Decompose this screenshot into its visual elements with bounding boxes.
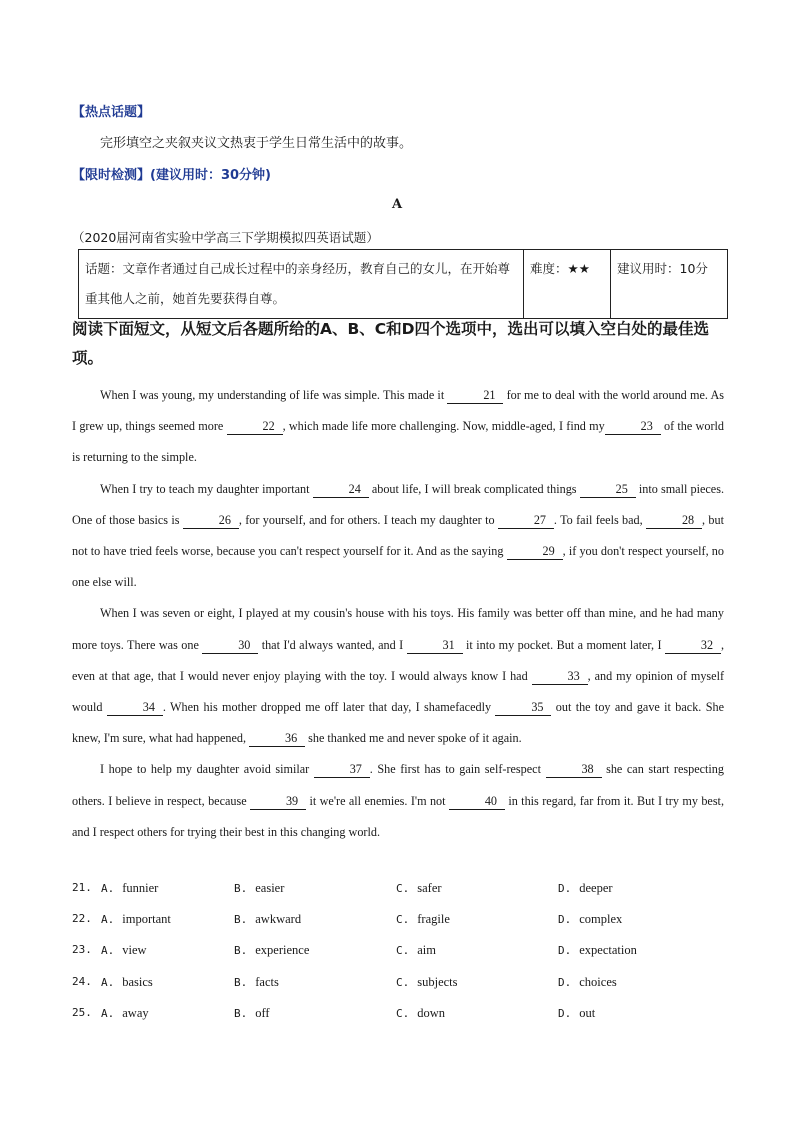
option-letter: C.: [396, 913, 410, 927]
option-text: basics: [122, 974, 153, 989]
option-d[interactable]: [558, 881, 613, 896]
passage-text: When I was seven or eight, I played at my cousin's house with his toys. His family was better off than mine, and he had many more toys. There was one: [72, 606, 724, 652]
option-letter: C.: [396, 944, 410, 958]
passage-text: into small pieces. One of those basics is: [72, 481, 724, 527]
option-letter: A.: [101, 944, 115, 958]
option-a[interactable]: [101, 881, 158, 896]
timed-test-heading: 【限时检测】(建议用时：30分钟): [72, 168, 271, 183]
blank-30: 30: [202, 637, 258, 654]
option-d[interactable]: [558, 943, 637, 958]
option-text: expectation: [579, 943, 637, 958]
option-letter: B.: [234, 913, 248, 927]
option-letter: D.: [558, 913, 572, 927]
option-b[interactable]: [234, 912, 301, 927]
info-box: [78, 249, 728, 319]
passage-text: , but not to have tried feels worse, because you can't respect yourself for it. And as the saying: [72, 512, 725, 559]
blank-26: 26: [183, 512, 239, 529]
passage-paragraph: [72, 380, 724, 474]
passage-text: , which made life more challenging. Now, middle-aged, I find my: [282, 419, 605, 434]
option-letter: B.: [234, 1006, 248, 1020]
option-c[interactable]: [396, 943, 436, 958]
option-text: awkward: [255, 912, 302, 927]
intro-text: 完形填空之夹叙夹议文热衷于学生日常生活中的故事。: [100, 136, 413, 151]
passage-text: out the toy and gave it back. She knew, I'm sure, what had happened,: [72, 700, 724, 746]
option-text: safer: [417, 881, 442, 895]
option-a[interactable]: [101, 943, 147, 958]
passage-text: , even at that age, that I would never enjoy playing with the toy. I would always know I had: [72, 637, 724, 683]
passage-text: about life, I will break complicated things: [368, 481, 580, 496]
passage-text: , if you don't respect yourself, no one else will.: [72, 544, 724, 590]
blank-32: 32: [665, 637, 721, 654]
passage-text: . She first has to gain self-respect: [369, 762, 546, 777]
option-text: view: [122, 943, 147, 958]
blank-21: 21: [447, 387, 503, 404]
passage-text: it into my pocket. But a moment later, I: [462, 637, 665, 652]
option-letter: C.: [396, 1006, 410, 1020]
blank-28: 28: [646, 512, 702, 529]
blank-36: 36: [249, 730, 305, 747]
question-number: 21.: [72, 881, 92, 894]
option-text: fragile: [417, 912, 450, 927]
option-a[interactable]: [101, 912, 171, 927]
blank-38: 38: [546, 761, 602, 778]
blank-23: 23: [605, 418, 661, 435]
blank-39: 39: [250, 793, 306, 810]
passage-text: in this regard, far from it. But I try my best, and I respect others for trying their best in this changing world.: [72, 793, 724, 839]
option-text: out: [579, 1005, 596, 1020]
passage-paragraph: [72, 598, 724, 754]
option-letter: B.: [234, 975, 248, 989]
blank-37: 37: [314, 761, 370, 778]
passage-text: it we're all enemies. I'm not: [306, 793, 449, 808]
option-letter: B.: [234, 944, 248, 958]
passage-text: , and my opinion of myself would: [72, 668, 725, 715]
option-text: off: [255, 1005, 270, 1020]
blank-40: 40: [449, 793, 505, 810]
option-d[interactable]: [558, 912, 622, 927]
source-note: （2020届河南省实验中学高三下学期模拟四英语试题）: [72, 230, 379, 245]
option-c[interactable]: [396, 912, 450, 927]
option-letter: C.: [396, 975, 410, 989]
option-a[interactable]: [101, 975, 153, 990]
option-letter: D.: [558, 1006, 572, 1020]
passage-text: . To fail feels bad,: [553, 512, 647, 527]
passage-text: of the world is returning to the simple.: [72, 419, 724, 465]
section-letter: A: [392, 197, 403, 212]
option-text: down: [417, 1005, 446, 1020]
suggested-time-cell: 建议用时：10分: [611, 250, 728, 319]
passage: [72, 380, 724, 848]
option-c[interactable]: [396, 1006, 445, 1021]
difficulty-label: 难度：: [530, 261, 568, 276]
option-letter: D.: [558, 944, 572, 958]
question-number: 23.: [72, 943, 92, 957]
option-c[interactable]: [396, 881, 442, 896]
question-number: 22.: [72, 912, 92, 926]
option-c[interactable]: [396, 975, 458, 990]
option-text: away: [122, 1005, 149, 1020]
passage-text: that I'd always wanted, and I: [258, 637, 407, 652]
passage-text: When I was young, my understanding of life was simple. This made it: [100, 388, 448, 402]
hot-topic-heading: 【热点话题】: [72, 105, 151, 120]
option-letter: B.: [234, 882, 248, 895]
passage-text: I hope to help my daughter avoid similar: [100, 762, 314, 777]
option-text: aim: [417, 943, 436, 958]
passage-text: she thanked me and never spoke of it again.: [305, 731, 522, 746]
blank-31: 31: [407, 637, 463, 654]
option-b[interactable]: [234, 1006, 270, 1021]
difficulty-stars: ★★: [567, 261, 590, 276]
blank-34: 34: [107, 699, 163, 716]
option-d[interactable]: [558, 1006, 595, 1021]
option-letter: A.: [101, 975, 115, 989]
blank-29: 29: [507, 543, 563, 560]
passage-paragraph: [72, 474, 724, 599]
passage-text: for me to deal with the world around me. As I grew up, things seemed more: [72, 388, 724, 434]
option-text: funnier: [122, 881, 159, 895]
instruction-text: 阅读下面短文，从短文后各题所给的A、B、C和D四个选项中，选出可以填入空白处的最佳选项。: [72, 320, 710, 367]
option-letter: A.: [101, 913, 115, 927]
option-text: complex: [579, 912, 623, 927]
blank-24: 24: [313, 481, 369, 498]
option-letter: C.: [396, 882, 410, 895]
blank-33: 33: [532, 668, 588, 685]
option-letter: D.: [558, 975, 572, 989]
topic-cell: 话题：文章作者通过自己成长过程中的亲身经历，教育自己的女儿，在开始尊重其他人之前，她首先要获得自尊。: [79, 250, 524, 319]
option-b[interactable]: [234, 881, 284, 896]
question-number: 24.: [72, 974, 92, 988]
option-a[interactable]: [101, 1006, 149, 1021]
blank-25: 25: [580, 481, 636, 498]
option-b[interactable]: [234, 975, 279, 990]
passage-text: she can start respecting others. I believe in respect, because: [72, 762, 724, 808]
option-b[interactable]: [234, 943, 309, 958]
option-letter: A.: [101, 1006, 115, 1020]
passage-paragraph: [72, 754, 724, 848]
option-text: choices: [579, 974, 617, 989]
option-text: facts: [255, 974, 279, 989]
passage-text: When I try to teach my daughter important: [100, 481, 313, 496]
blank-22: 22: [227, 418, 283, 435]
option-text: deeper: [579, 881, 613, 895]
option-text: experience: [255, 943, 310, 958]
passage-text: . When his mother dropped me off later that day, I shamefacedly: [162, 700, 496, 715]
option-d[interactable]: [558, 975, 617, 990]
difficulty-cell: [524, 250, 611, 319]
option-text: easier: [255, 881, 285, 895]
option-letter: D.: [558, 882, 572, 895]
blank-35: 35: [495, 699, 551, 716]
option-text: important: [122, 912, 171, 927]
question-number: 25.: [72, 1005, 92, 1019]
passage-text: , for yourself, and for others. I teach my daughter to: [238, 512, 498, 527]
blank-27: 27: [498, 512, 554, 529]
option-letter: A.: [101, 882, 115, 895]
option-text: subjects: [417, 974, 458, 989]
